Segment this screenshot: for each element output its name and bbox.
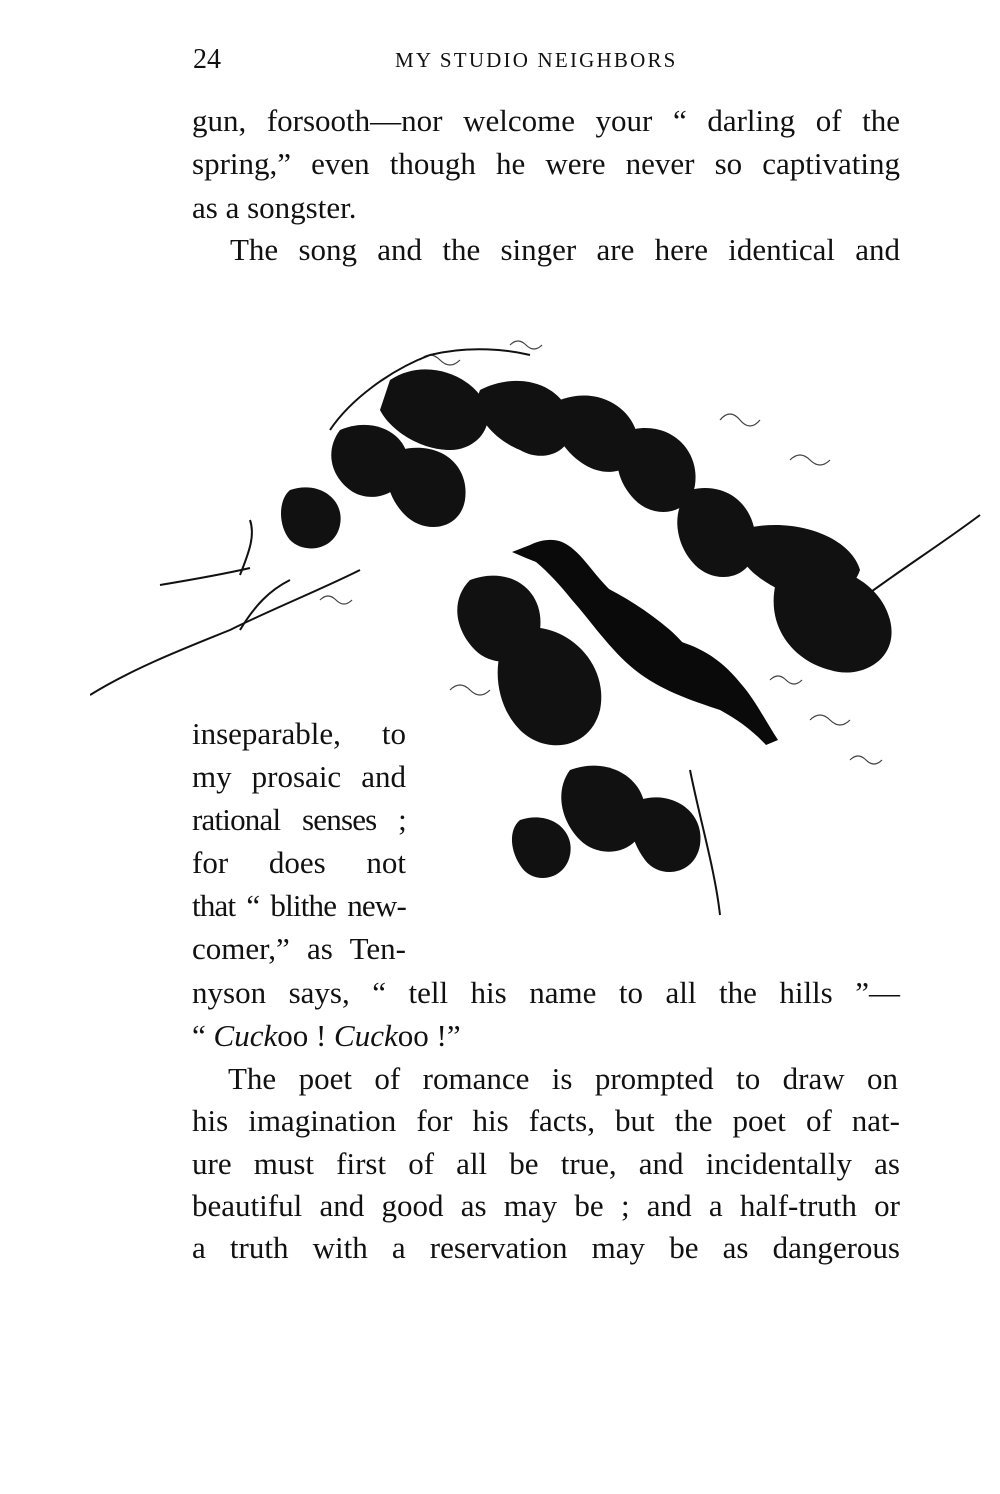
text-line: ure must first of all be true, and incidentally as — [192, 1146, 900, 1181]
text-line: The poet of romance is prompted to draw on — [228, 1061, 898, 1096]
text-line: my prosaic and — [192, 759, 406, 794]
running-title: MY STUDIO NEIGHBORS — [395, 48, 678, 72]
text-line: comer,” as Ten- — [192, 931, 406, 966]
text-line: The song and the singer are here identical and — [230, 232, 900, 267]
text-line: inseparable, to — [192, 716, 406, 751]
text-line: nyson says, “ tell his name to all the hills ”— — [192, 975, 900, 1010]
text-line: for does not — [192, 845, 406, 880]
text-line: a truth with a reservation may be as dangerous — [192, 1230, 900, 1265]
cuckoo-quote: “ Cuckoo ! Cuckoo !” — [192, 1018, 461, 1053]
page-number: 24 — [193, 44, 221, 75]
text-line: spring,” even though he were never so captivating — [192, 146, 900, 181]
text-line: beautiful and good as may be ; and a half-truth or — [192, 1188, 900, 1223]
text-line: that “ blithe new- — [192, 888, 406, 923]
text-line: his imagination for his facts, but the poet of nat- — [192, 1103, 900, 1138]
text-line: as a songster. — [192, 190, 357, 225]
text-line: gun, forsooth—nor welcome your “ darling of the — [192, 103, 900, 138]
text-line: rational senses ; — [192, 802, 406, 837]
